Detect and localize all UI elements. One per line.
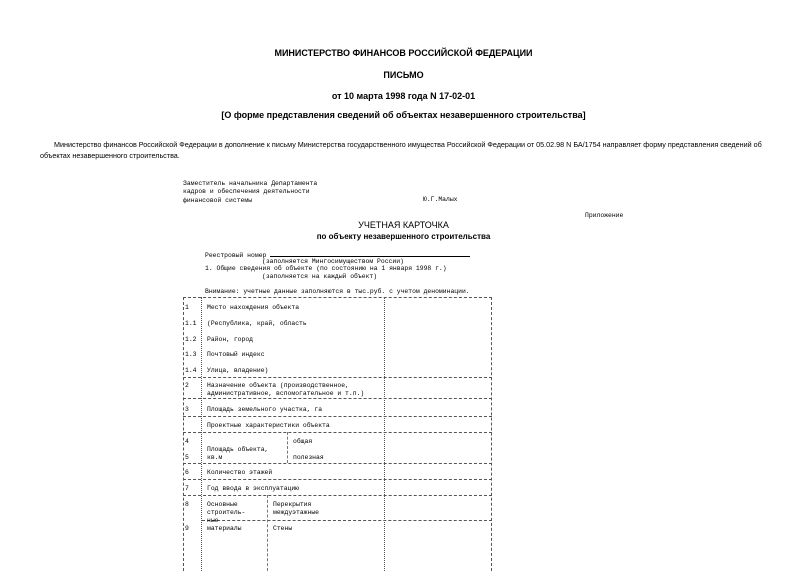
row-num: 2	[185, 382, 189, 389]
signature-line-2: кадров и обеспечения деятельности	[183, 188, 310, 196]
row-num: 5	[185, 454, 189, 461]
row-label: Место нахождения объекта	[207, 304, 300, 311]
row-divider	[183, 432, 492, 433]
row-sublabel: общая	[293, 438, 313, 445]
row-label-cont: административное, вспомогательное и т.п.)	[207, 390, 365, 397]
row-divider	[183, 398, 492, 399]
row-label: Количество этажей	[207, 469, 273, 476]
row-label: Год ввода в эксплуатацию	[207, 485, 300, 492]
row-label: материалы	[207, 525, 242, 532]
row-sublabel: полезная	[293, 454, 324, 461]
row-num: 3	[185, 406, 189, 413]
attention-note: Внимание: учетные данные заполняются в тыс.руб. с учетом деноминации.	[205, 288, 470, 295]
document-subject: [О форме представления сведений об объектах незавершенного строительства]	[221, 110, 586, 120]
row-label: Площадь объекта,	[207, 446, 269, 453]
table-left-edge	[183, 297, 184, 571]
row-label: Основные	[207, 501, 238, 508]
document-date-number: от 10 марта 1998 года N 17-02-01	[331, 91, 476, 101]
row-sublabel: междуэтажные	[273, 509, 320, 516]
materials-sub-divider	[267, 495, 268, 571]
row-sublabel: Перекрытия	[273, 501, 312, 508]
row-num: 1.4	[185, 367, 197, 374]
row-label: Назначение объекта (производственное,	[207, 382, 349, 389]
row-label-cont: строитель-	[207, 509, 246, 516]
section-1-heading: 1. Общие сведения об объекте (по состоянию на 1 января 1998 г.)	[205, 265, 447, 272]
ministry-heading: МИНИСТЕРСТВО ФИНАНСОВ РОССИЙСКОЙ ФЕДЕРАЦИИ	[274, 48, 533, 58]
row-divider	[183, 377, 492, 378]
row-num: 8	[185, 501, 189, 508]
row-num: 1.2	[185, 336, 197, 343]
row-num: 1	[185, 304, 189, 311]
signature-block	[183, 180, 317, 205]
row-label-cont: ные	[207, 517, 219, 524]
registry-line	[270, 250, 470, 257]
row-divider-partial	[202, 520, 492, 521]
row-label: Площадь земельного участка, га	[207, 406, 323, 413]
row-num: 4	[185, 438, 189, 445]
row-label: Район, город	[207, 336, 254, 343]
signature-line-3: финансовой системы	[183, 196, 253, 204]
value-column-divider	[384, 297, 385, 571]
card-subtitle: по объекту незавершенного строительства	[316, 232, 491, 241]
row-divider	[183, 495, 492, 496]
row-num: 1.3	[185, 351, 197, 358]
signatory-name: Ю.Г.Малых	[423, 196, 458, 203]
row-label: Почтовый индекс	[207, 351, 265, 358]
row-num: 6	[185, 469, 189, 476]
table-right-edge	[491, 297, 492, 571]
row-num: 7	[185, 485, 189, 492]
row-divider	[183, 479, 492, 480]
row-label: (Республика, край, область	[207, 320, 307, 327]
num-column-divider	[201, 297, 202, 571]
row-label: Улица, владение)	[207, 367, 269, 374]
row-label-cont: кв.м	[207, 454, 223, 461]
section-1-note: (заполняется на каждый объект)	[262, 273, 378, 280]
appendix-label: Приложение	[585, 212, 624, 219]
registry-note: (заполняется Мингосимуществом России)	[262, 258, 404, 265]
signature-line-1: Заместитель начальника Департамента	[183, 180, 318, 187]
row-divider	[183, 416, 492, 417]
row-label: Проектные характеристики объекта	[207, 422, 330, 429]
intro-paragraph: Министерство финансов Российской Федерации в дополнение к письму Министерства государственного имущества Российской Федерации от 05.02.98 N БА/1754 направляет форму представления сведений об объектах незавершенного строительства.	[40, 140, 762, 160]
row-divider	[183, 463, 492, 464]
card-title: УЧЕТНАЯ КАРТОЧКА	[358, 220, 449, 230]
row-num: 9	[185, 525, 189, 532]
area-sub-divider	[287, 432, 288, 463]
table-top-border	[183, 297, 492, 298]
row-num: 1.1	[185, 320, 197, 327]
registry-label: Реестровый номер	[205, 252, 267, 259]
document-type: ПИСЬМО	[383, 70, 424, 80]
row-sublabel: Стены	[273, 525, 293, 532]
